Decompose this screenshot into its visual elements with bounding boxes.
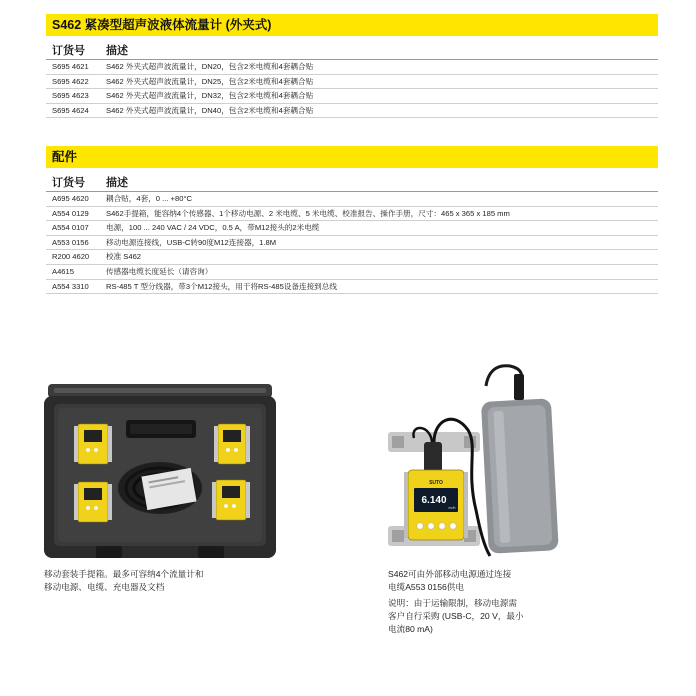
description: 移动电源连接线，USB-C转90度M12连接器，1.8M: [106, 237, 277, 247]
description: 校准 S462: [106, 252, 142, 262]
device-caption: [388, 568, 524, 636]
case-caption-line: 移动套装手提箱。最多可容纳4个流量计和: [44, 569, 204, 579]
table-row: [46, 207, 658, 222]
device-note-line: 说明：由于运输限制，移动电源需: [388, 598, 517, 608]
table-row: [46, 60, 658, 75]
section-title-accessories: 配件: [46, 146, 658, 168]
order-number: S695 4622: [52, 76, 89, 86]
device-with-powerbank-photo: [380, 360, 580, 560]
table-row: [46, 265, 658, 280]
column-header-description: 描述: [106, 45, 128, 57]
device-button: [439, 523, 445, 529]
description: S462 外夹式超声波流量计，DN40，包含2米电缆和4套耦合贴: [106, 105, 314, 115]
order-number: A554 0129: [52, 208, 89, 218]
description: 传感器电缆长度延长（请咨询）: [106, 266, 213, 276]
order-number: A695 4620: [52, 194, 89, 203]
description: S462 外夹式超声波流量计，DN25，包含2米电缆和4套耦合贴: [106, 76, 314, 86]
device-note-line: 客户自行采购 (USB-C，20 V，最小: [388, 611, 524, 621]
device-button: [450, 523, 456, 529]
table-row: [46, 89, 658, 104]
section-title-flowmeter: S462 紧凑型超声波液体流量计 (外夹式): [46, 14, 658, 36]
description: 电源，100 ... 240 VAC / 24 VDC，0.5 A，带M12接头的2米电缆: [106, 223, 320, 233]
column-header-description: 描述: [106, 177, 128, 189]
table-row: [46, 236, 658, 251]
device-button: [428, 523, 434, 529]
case-caption-line: 移动电源、电缆、充电器及文档: [44, 582, 165, 592]
table-row: [46, 221, 658, 236]
description: S462手提箱，能容纳4个传感器、1个移动电源、2 米电缆、5 米电缆、校准报告、操作手册，尺寸：465 x 365 x 185 mm: [106, 208, 510, 218]
description: 耦合贴，4套，0 ... +80°C: [106, 194, 192, 203]
order-number: S695 4624: [52, 105, 89, 115]
table-header: [46, 42, 658, 60]
device-note-line: 电流80 mA): [388, 624, 433, 634]
table-header: [46, 174, 658, 192]
description: S462 外夹式超声波流量计，DN32，包含2米电缆和4套耦合贴: [106, 91, 314, 101]
description: S462 外夹式超声波流量计，DN20，包含2米电缆和4套耦合贴: [106, 62, 314, 71]
table-row: [46, 75, 658, 90]
order-number: A4615: [52, 266, 74, 276]
table-row: [46, 250, 658, 265]
accessories-order-table: [46, 174, 658, 294]
device-button: [417, 523, 423, 529]
order-number: A553 0156: [52, 237, 89, 247]
order-number: S695 4623: [52, 91, 89, 101]
order-number: R200 4620: [52, 252, 90, 262]
order-number: S695 4621: [52, 62, 89, 71]
device-caption-line: S462可由外部移动电源通过连接: [388, 569, 512, 579]
table-row: [46, 280, 658, 295]
column-header-order: 订货号: [52, 45, 85, 57]
device-caption-line: 电缆A553 0156供电: [388, 582, 464, 592]
order-number: A554 3310: [52, 281, 89, 291]
column-header-order: 订货号: [52, 177, 85, 189]
flow-readout: 6.140: [421, 495, 447, 506]
table-row: [46, 104, 658, 119]
table-row: [46, 192, 658, 207]
case-caption: [44, 568, 203, 594]
carrying-case-photo: [44, 384, 276, 566]
flow-unit: m³/h: [448, 506, 456, 510]
device-logo: SUTO: [429, 480, 443, 486]
description: RS-485 T 型分线器，带3个M12接头，用于将RS-485设备连接到总线: [106, 281, 337, 291]
flowmeter-order-table: [46, 42, 658, 118]
order-number: A554 0107: [52, 223, 89, 233]
